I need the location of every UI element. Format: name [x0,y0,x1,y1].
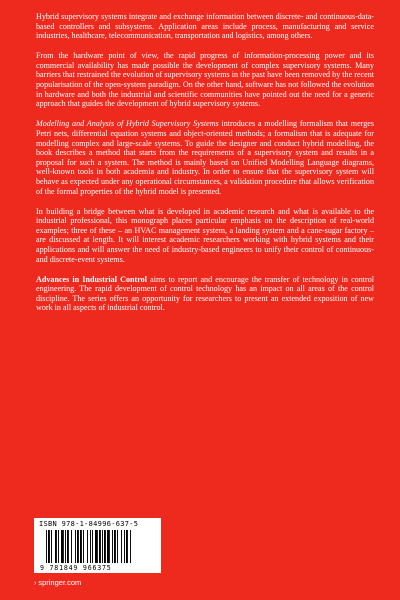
barcode-bar [71,530,72,563]
barcode-bar [104,530,106,563]
series-name: Advances in Industrial Control [36,274,147,284]
barcode-bar [92,530,93,563]
book-description: introduces a modelling formalism that merges Petri nets, differential equation systems and object-oriented methods; a formalism that is adequate for modelling complex and large-scale systems. To guide the designer and conduct hybrid modelling, the book describes a method that starts from the requirements of a supervisory system and results in a proposal for such a system. The method is mainly based on Unified Modelling Language diagrams, well-known tools in both academia and industry. In order to ensure that the supervisory system will behave as expected under any operational circumstances, a validation procedure that allows verification of the formal properties of the hybrid model is presented. [36,119,374,196]
barcode-digits: 9 781849 966375 [40,564,112,572]
series-description: aims to report and encourage the transfer of technology in control engineering. The rapid development of control technology has an impact on all areas of the control discipline. The series offers an opportunity for researchers to present an extended exposition of new work in all aspects of industrial control. [36,274,374,313]
barcode-bar [99,530,101,563]
paragraph-hardware: From the hardware point of view, the rapid progress of information-processing power and its commercial availability has made possible the development of complex supervisory systems. Many barriers that restrained the evolution of supervisory systems in the past have been removed by the recent popularisation of the open-system paradigm. On the other hand, software has not followed the evolution in hardware and both the industrial and scientific communities have pointed out the need for a generic approach that guides the development of hybrid supervisory systems. [36,51,374,109]
blurb-text [36,12,374,322]
paragraph-book-description [36,119,374,196]
barcode-bar [90,530,91,563]
barcode-bar [83,530,84,563]
barcode-bar [102,530,103,563]
barcode-bar [55,530,57,563]
chevron-right-icon: › [34,580,37,587]
barcode-bar [107,530,110,563]
barcode-bars [46,530,156,563]
barcode-bar [58,530,59,563]
barcode-bar [130,530,131,563]
paragraph-intro: Hybrid supervisory systems integrate and exchange information between discrete- and continuous-data-based controllers and subsystems. Application areas include process, manufacturing and service industries, healthcare, telecommunication, transportation and logistics, among others. [36,12,374,41]
paragraph-examples: In building a bridge between what is developed in academic research and what is available to the industrial professional, this monograph places particular emphasis on the description of real-world examples; three of these – an HVAC management system, a landing system and a cane-sugar factory – are discussed at length. It will interest academic researchers working with hybrid systems and their applications and will answer the need of industry-based engineers to unify their control of continuous- and discrete-event systems. [36,206,374,264]
barcode-bar [117,530,118,563]
barcode-bar [61,530,64,563]
barcode-bar [48,530,50,563]
barcode-bar [51,530,52,563]
paragraph-series [36,275,374,313]
barcode-bar [46,530,47,563]
barcode-bar [121,530,122,563]
publisher-link[interactable] [34,578,81,587]
barcode-bar [65,530,66,563]
book-title: Modelling and Analysis of Hybrid Supervisory Systems [36,119,219,129]
barcode-bar [126,530,128,563]
barcode-bar [112,530,113,563]
barcode-bar [87,530,88,563]
barcode-bar [67,530,69,563]
barcode-bar [124,530,125,563]
springer-link[interactable]: springer.com [38,578,82,587]
barcode-bar [95,530,98,563]
isbn-label: ISBN 978-1-84996-637-5 [39,520,139,528]
barcode-bar [80,530,82,563]
barcode-bar [114,530,116,563]
barcode [34,518,161,573]
barcode-bar [77,530,79,563]
barcode-bar [75,530,76,563]
